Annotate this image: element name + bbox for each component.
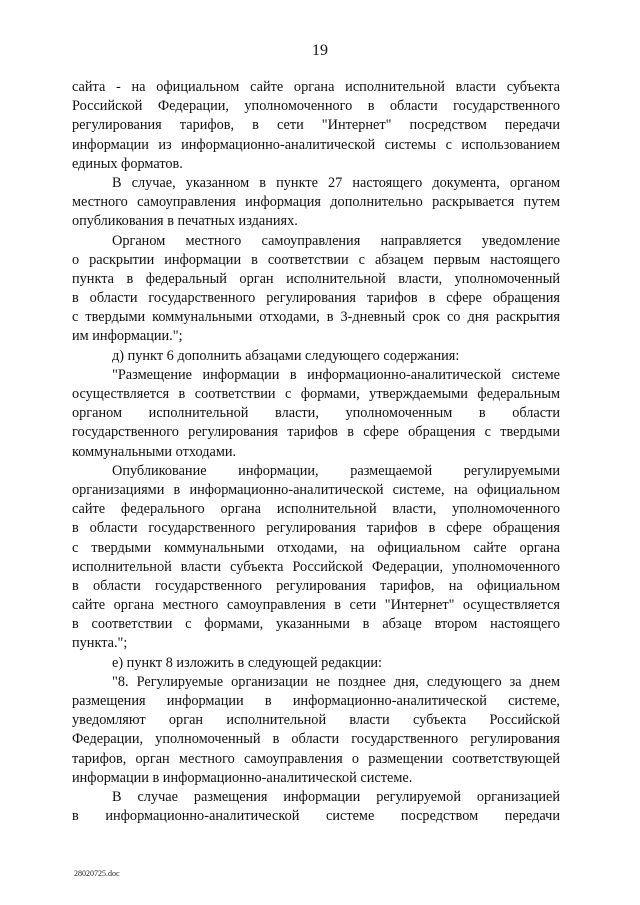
text-line: в информационно-аналитической системе посредством передачи <box>72 808 560 825</box>
text-line: сайте органа местного самоуправления в сети "Интернет" осуществляется <box>72 597 560 614</box>
text-line: единых форматов. <box>72 155 183 172</box>
text-line: с твердыми коммунальными отходами, в 3-дневный срок со дня раскрытия <box>72 309 560 326</box>
text-line: о раскрытии информации в соответствии с абзацем первым настоящего <box>72 251 560 268</box>
text-line: опубликования в печатных изданиях. <box>72 213 298 230</box>
paragraph <box>72 366 560 462</box>
text-line: Опубликование информации, размещаемой регулируемыми <box>112 462 560 479</box>
text-line: местного самоуправления информация дополнительно раскрывается путем <box>72 194 560 211</box>
text-line: им информации."; <box>72 328 183 345</box>
paragraph <box>72 673 560 788</box>
text-line: тарифов, орган местного самоуправления о размещении соответствующей <box>72 750 560 767</box>
text-line: "Размещение информации в информационно-аналитической системе <box>112 366 560 383</box>
paragraph <box>72 788 560 826</box>
text-line: уведомляют орган исполнительной власти субъекта Российской <box>72 712 560 729</box>
text-line: в области государственного регулирования тарифов, на официальном <box>72 577 560 594</box>
text-line: В случае, указанном в пункте 27 настоящего документа, органом <box>112 174 560 191</box>
text-line: регулирования тарифов, в сети "Интернет" посредством передачи <box>72 117 560 134</box>
text-line: Федерации, уполномоченный в области государственного регулирования <box>72 731 560 748</box>
text-line: В случае размещения информации регулируемой организацией <box>112 788 560 805</box>
document-body <box>72 78 560 826</box>
paragraph <box>72 462 560 654</box>
text-line: Органом местного самоуправления направляется уведомление <box>112 232 560 249</box>
page-number: 19 <box>312 42 328 59</box>
text-line: сайте федерального органа исполнительной власти, уполномоченного <box>72 501 560 518</box>
paragraph <box>72 174 560 232</box>
paragraph <box>72 654 560 673</box>
text-line: организациями в информационно-аналитической системе, на официальном <box>72 481 560 498</box>
text-line: "8. Регулируемые организации не позднее дня, следующего за днем <box>112 673 560 690</box>
text-line: коммунальными отходами. <box>72 443 237 460</box>
footer-filename: 28020725.doc <box>74 869 120 878</box>
text-line: е) пункт 8 изложить в следующей редакции: <box>112 654 382 671</box>
text-line: сайта - на официальном сайте органа исполнительной власти субъекта <box>72 79 560 95</box>
text-line: в области государственного регулирования тарифов в сфере обращения <box>72 290 560 307</box>
paragraph <box>72 78 560 174</box>
text-line: исполнительной власти субъекта Российской Федерации, уполномоченного <box>72 558 560 575</box>
text-line: информации из информационно-аналитической системы с использованием <box>72 136 560 153</box>
text-line: осуществляется в соответствии с формами, утверждаемыми федеральным <box>72 386 560 402</box>
text-line: размещения информации в информационно-аналитической системе, <box>72 693 560 709</box>
text-line: органом исполнительной власти, уполномоченным в области <box>72 405 560 422</box>
paragraph <box>72 232 560 347</box>
text-line: государственного регулирования тарифов в сфере обращения с твердыми <box>72 424 560 441</box>
paragraph <box>72 347 560 366</box>
text-line: пункта."; <box>72 635 128 652</box>
text-line: Российской Федерации, уполномоченного в области государственного <box>72 98 560 115</box>
text-line: информации в информационно-аналитической системе. <box>72 769 413 786</box>
text-line: д) пункт 6 дополнить абзацами следующего содержания: <box>112 347 460 364</box>
text-line: в области государственного регулирования тарифов в сфере обращения <box>72 520 560 537</box>
text-line: в соответствии с формами, указанными в абзаце втором настоящего <box>72 616 560 633</box>
text-line: пункта в федеральный орган исполнительной власти, уполномоченный <box>72 270 560 287</box>
text-line: с твердыми коммунальными отходами, на официальном сайте органа <box>72 539 560 556</box>
